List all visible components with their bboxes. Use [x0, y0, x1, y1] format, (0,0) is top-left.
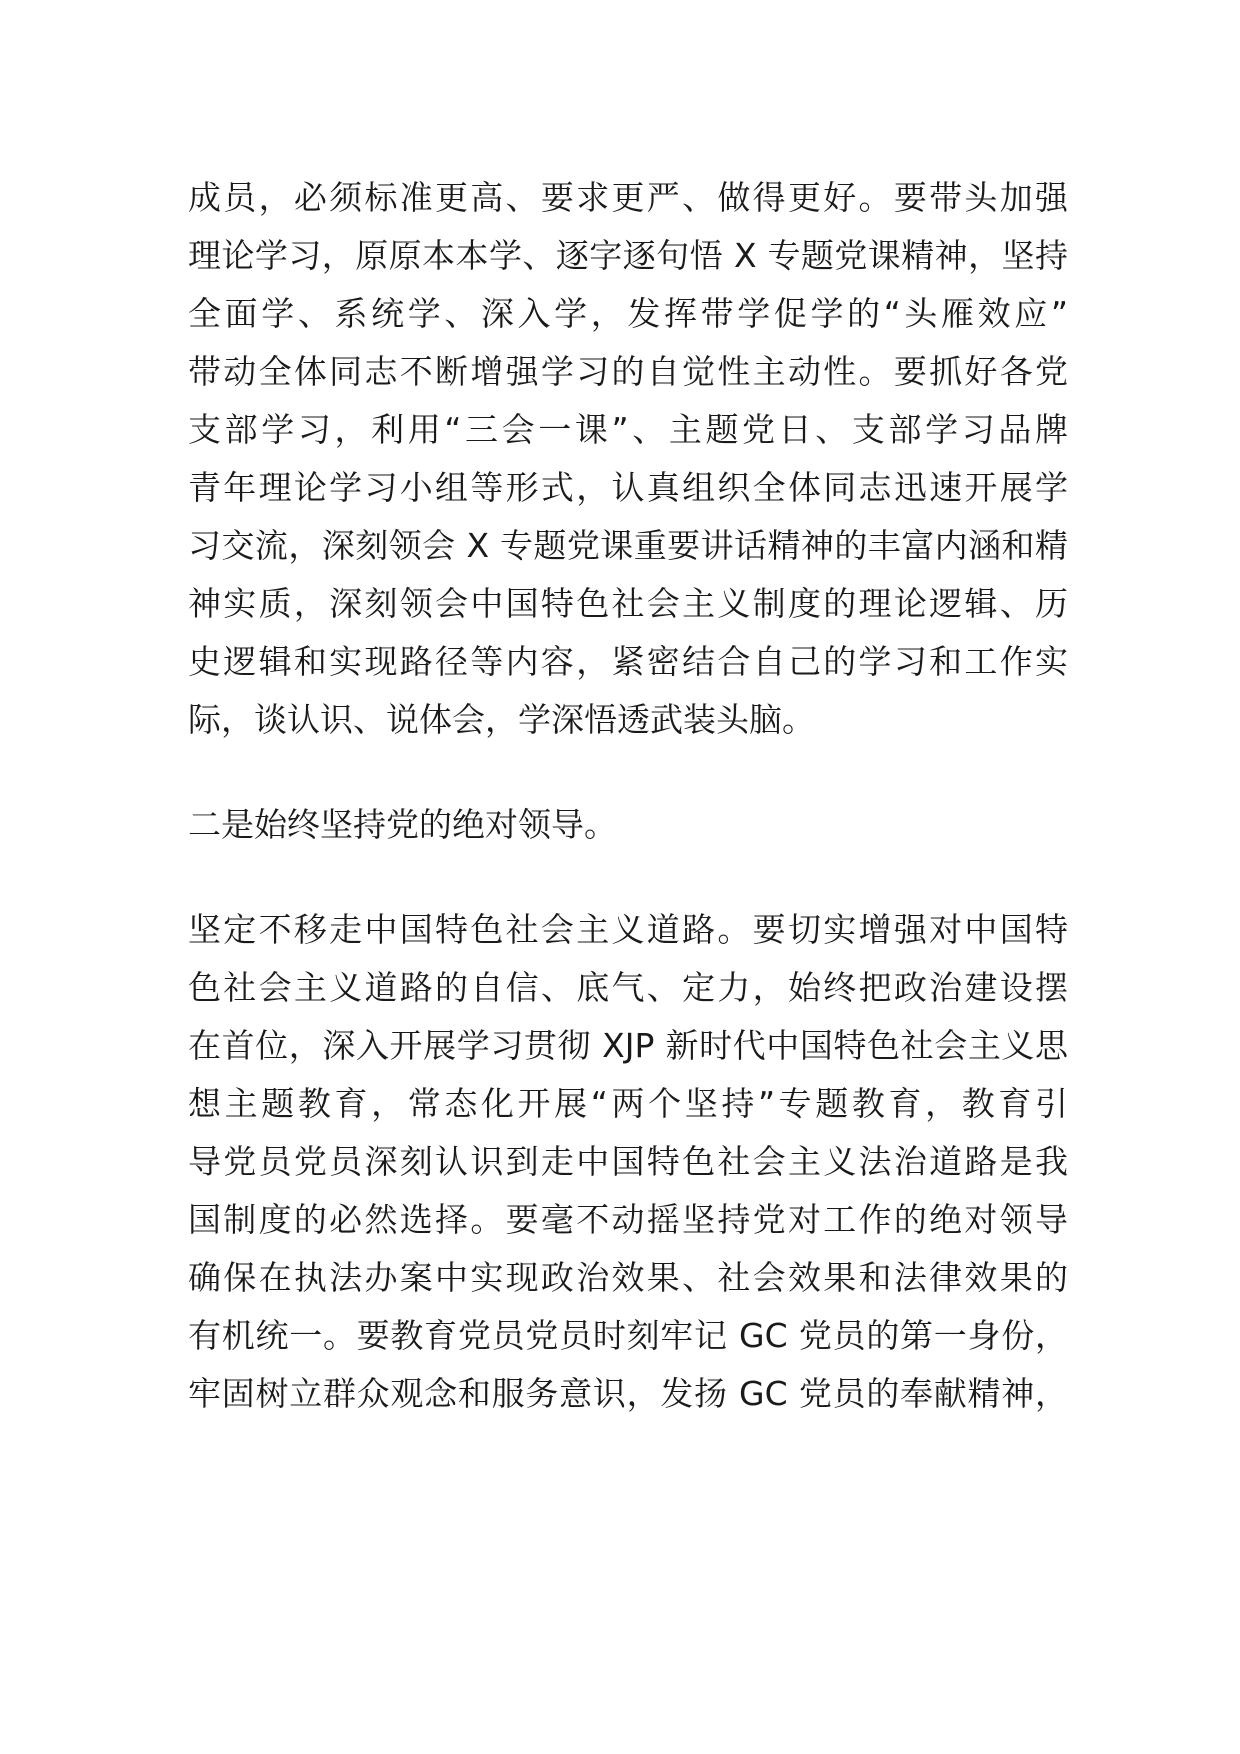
text-line: 牢固树立群众观念和服务意识，发扬 GC 党员的奉献精神， — [188, 1374, 1068, 1413]
text-line: 支部学习，利用“三会一课”、主题党日、支部学习品牌 — [188, 410, 1068, 449]
text-line: 理论学习，原原本本学、逐字逐句悟 X 专题党课精神，坚持 — [188, 236, 1068, 275]
text-line: 色社会主义道路的自信、底气、定力，始终把政治建设摆 — [188, 968, 1068, 1007]
section-heading: 二是始终坚持党的绝对领导。 — [188, 805, 617, 844]
text-line: 有机统一。要教育党员党员时刻牢记 GC 党员的第一身份， — [188, 1316, 1068, 1355]
text-line: 导党员党员深刻认识到走中国特色社会主义法治道路是我 — [188, 1142, 1068, 1181]
text-line: 习交流，深刻领会 X 专题党课重要讲话精神的丰富内涵和精 — [188, 526, 1068, 565]
text-line: 神实质，深刻领会中国特色社会主义制度的理论逻辑、历 — [188, 584, 1068, 623]
text-line: 想主题教育，常态化开展“两个坚持”专题教育，教育引 — [188, 1084, 1068, 1123]
text-line: 坚定不移走中国特色社会主义道路。要切实增强对中国特 — [188, 910, 1068, 949]
text-line: 青年理论学习小组等形式，认真组织全体同志迅速开展学 — [188, 468, 1068, 507]
text-line: 在首位，深入开展学习贯彻 XJP 新时代中国特色社会主义思 — [188, 1026, 1068, 1065]
text-line: 成员，必须标准更高、要求更严、做得更好。要带头加强 — [188, 178, 1068, 217]
text-line: 际，谈认识、说体会，学深悟透武装头脑。 — [188, 700, 815, 739]
text-line: 国制度的必然选择。要毫不动摇坚持党对工作的绝对领导 — [188, 1200, 1068, 1239]
text-line: 全面学、系统学、深入学，发挥带学促学的“头雁效应” — [188, 294, 1068, 333]
text-line: 史逻辑和实现路径等内容，紧密结合自己的学习和工作实 — [188, 642, 1068, 681]
text-line: 带动全体同志不断增强学习的自觉性主动性。要抓好各党 — [188, 352, 1068, 391]
text-line: 确保在执法办案中实现政治效果、社会效果和法律效果的 — [188, 1258, 1068, 1297]
